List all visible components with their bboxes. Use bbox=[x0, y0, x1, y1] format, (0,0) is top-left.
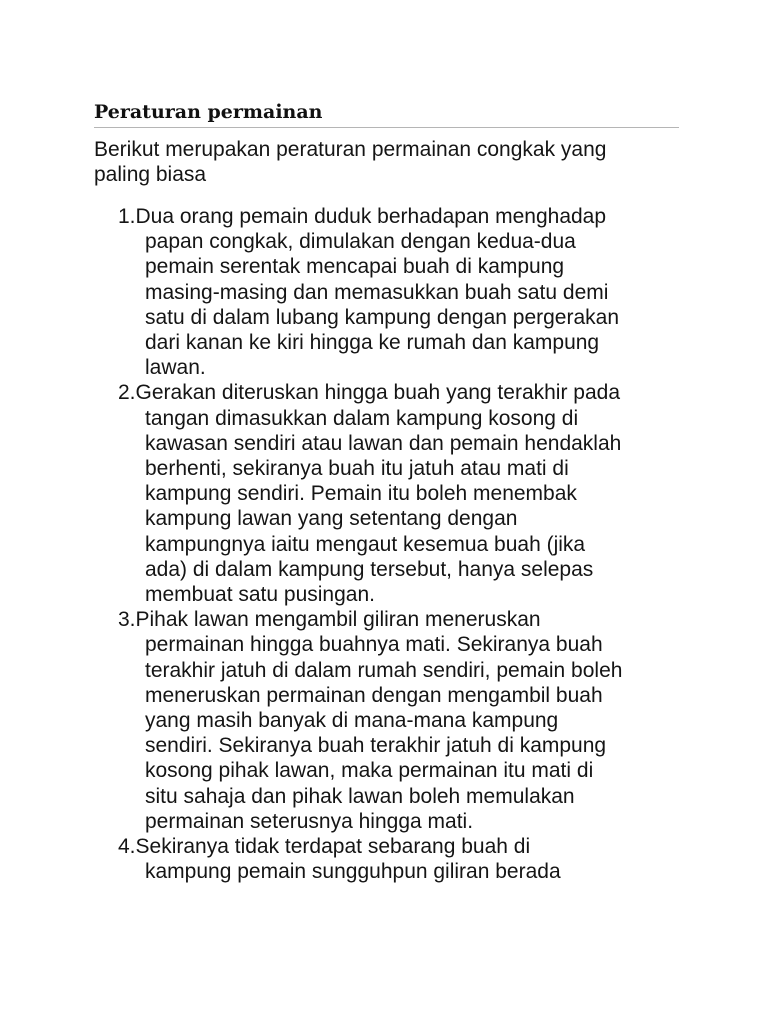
rule-line: ada) di dalam kampung tersebut, hanya selepas bbox=[145, 557, 594, 581]
rule-line: satu di dalam lubang kampung dengan pergerakan bbox=[145, 305, 620, 329]
rule-line: lawan. bbox=[145, 356, 206, 380]
rule-line: kampungnya iaitu mengaut kesemua buah (jika bbox=[145, 532, 586, 556]
rule-line: membuat satu pusingan. bbox=[145, 583, 375, 607]
rule-line: terakhir jatuh di dalam rumah sendiri, pemain boleh bbox=[145, 658, 623, 682]
rule-item-1 bbox=[118, 204, 718, 380]
rule-line: kawasan sendiri atau lawan dan pemain hendaklah bbox=[145, 431, 622, 455]
rule-line: kampung lawan yang setentang dengan bbox=[145, 507, 518, 531]
intro-paragraph bbox=[94, 137, 694, 187]
rules-list bbox=[118, 204, 718, 884]
intro-line: Berikut merupakan peraturan permainan congkak yang bbox=[94, 138, 607, 161]
rule-line: meneruskan permainan dengan mengambil buah bbox=[145, 683, 603, 707]
rule-line: masing-masing dan memasukkan buah satu demi bbox=[145, 280, 609, 304]
rule-line: dari kanan ke kiri hingga ke rumah dan kampung bbox=[145, 331, 600, 355]
rule-item-3 bbox=[118, 607, 718, 834]
intro-line: paling biasa bbox=[94, 163, 207, 186]
rule-line: tangan dimasukkan dalam kampung kosong di bbox=[145, 406, 579, 430]
rule-line: papan congkak, dimulakan dengan kedua-dua bbox=[145, 230, 576, 254]
rule-line: 4.Sekiranya tidak terdapat sebarang buah di bbox=[118, 835, 531, 859]
rule-line: kosong pihak lawan, maka permainan itu mati di bbox=[145, 759, 594, 783]
section-heading: Peraturan permainan bbox=[94, 101, 323, 123]
rule-line: kampung pemain sungguhpun giliran berada bbox=[145, 860, 561, 884]
rule-line: situ sahaja dan pihak lawan boleh memulakan bbox=[145, 784, 575, 808]
rule-line: sendiri. Sekiranya buah terakhir jatuh di kampung bbox=[145, 734, 607, 758]
rule-line: permainan seterusnya hingga mati. bbox=[145, 809, 474, 833]
rule-line: 1.Dua orang pemain duduk berhadapan menghadap bbox=[118, 205, 607, 228]
rule-item-4 bbox=[118, 834, 718, 884]
rule-line: 3.Pihak lawan mengambil giliran meneruskan bbox=[118, 608, 541, 632]
rule-line: permainan hingga buahnya mati. Sekiranya buah bbox=[145, 633, 603, 657]
heading-divider bbox=[94, 127, 679, 128]
rule-line: 2.Gerakan diteruskan hingga buah yang terakhir pada bbox=[118, 381, 621, 405]
rule-line: berhenti, sekiranya buah itu jatuh atau mati di bbox=[145, 457, 569, 481]
rule-line: yang masih banyak di mana-mana kampung bbox=[145, 709, 559, 733]
rule-line: kampung sendiri. Pemain itu boleh menembak bbox=[145, 482, 577, 506]
rule-line: pemain serentak mencapai buah di kampung bbox=[145, 255, 565, 279]
rule-item-2 bbox=[118, 380, 718, 607]
